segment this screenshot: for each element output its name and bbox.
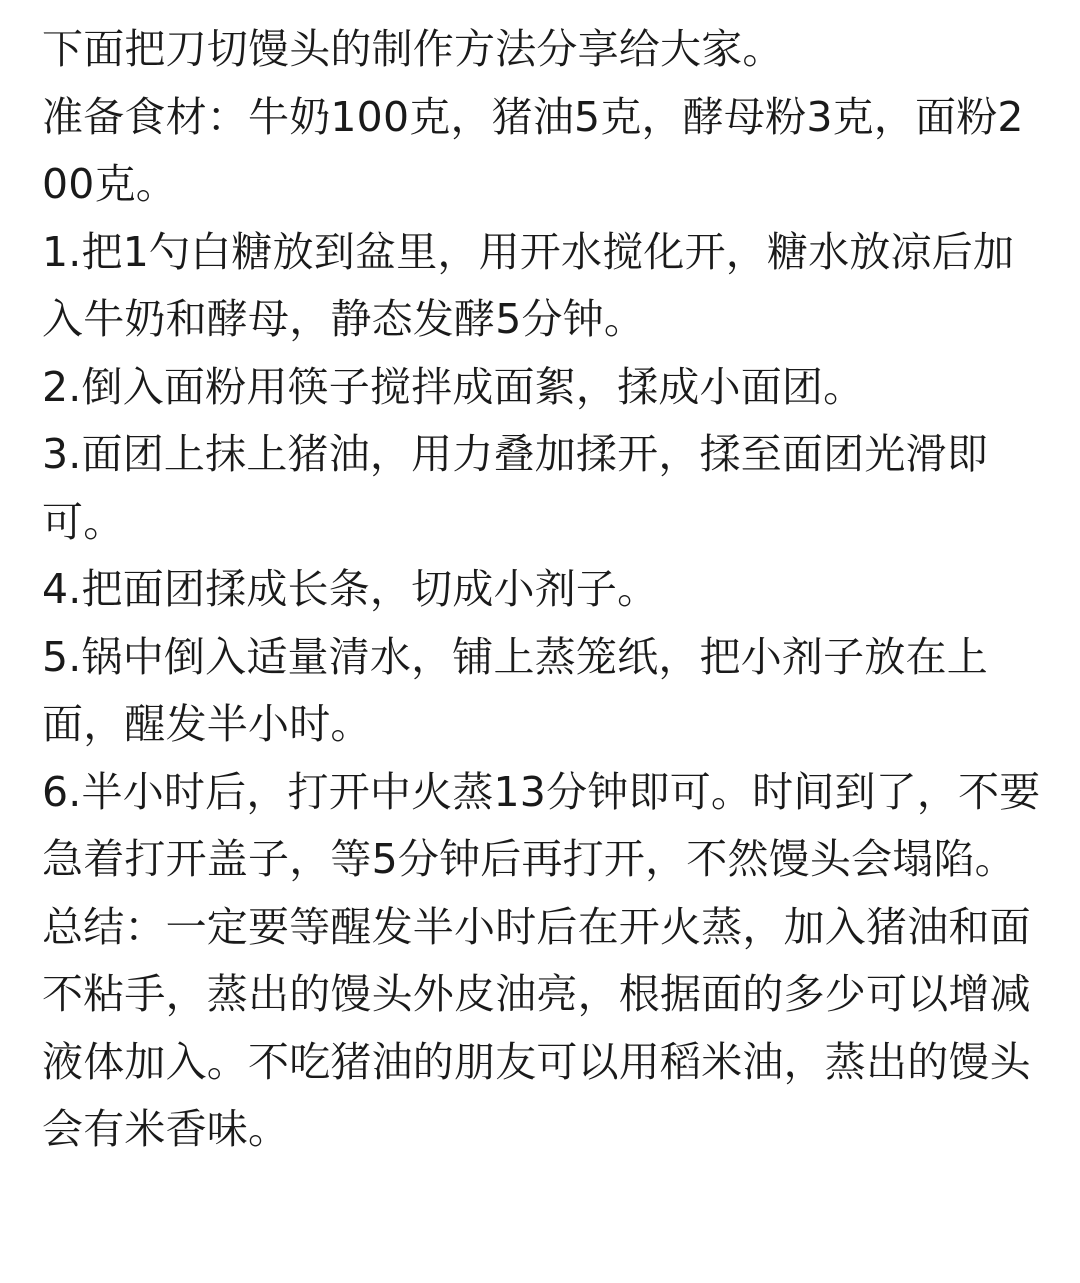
step-4-paragraph: 4.把面团揉成长条，切成小剂子。 [42, 565, 659, 613]
intro-paragraph: 下面把刀切馒头的制作方法分享给大家。 [42, 25, 784, 73]
step-2-paragraph: 2.倒入面粉用筷子搅拌成面絮，揉成小面团。 [42, 362, 865, 411]
step-1-paragraph: 1.把1勺白糖放到盆里，用开水搅化开，糖水放凉后加入牛奶和酵母，静态发酵5分钟。 [42, 227, 1015, 343]
article-body [42, 16, 1044, 1164]
step-5-paragraph: 5.锅中倒入适量清水，铺上蒸笼纸，把小剂子放在上面，醒发半小时。 [42, 632, 988, 748]
step-6-paragraph: 6.半小时后，打开中火蒸13分钟即可。时间到了，不要急着打开盖子，等5分钟后再打开，不然馒头会塌陷。 [42, 767, 1041, 883]
ingredients-paragraph: 准备食材：牛奶100克，猪油5克，酵母粉3克，面粉200克。 [42, 92, 1024, 208]
step-3-paragraph: 3.面团上抹上猪油，用力叠加揉开，揉至面团光滑即可。 [42, 430, 988, 546]
summary-paragraph: 总结：一定要等醒发半小时后在开火蒸，加入猪油和面不粘手，蒸出的馒头外皮油亮，根据面的多少可以增减液体加入。不吃猪油的朋友可以用稻米油，蒸出的馒头会有米香味。 [42, 902, 1031, 1153]
